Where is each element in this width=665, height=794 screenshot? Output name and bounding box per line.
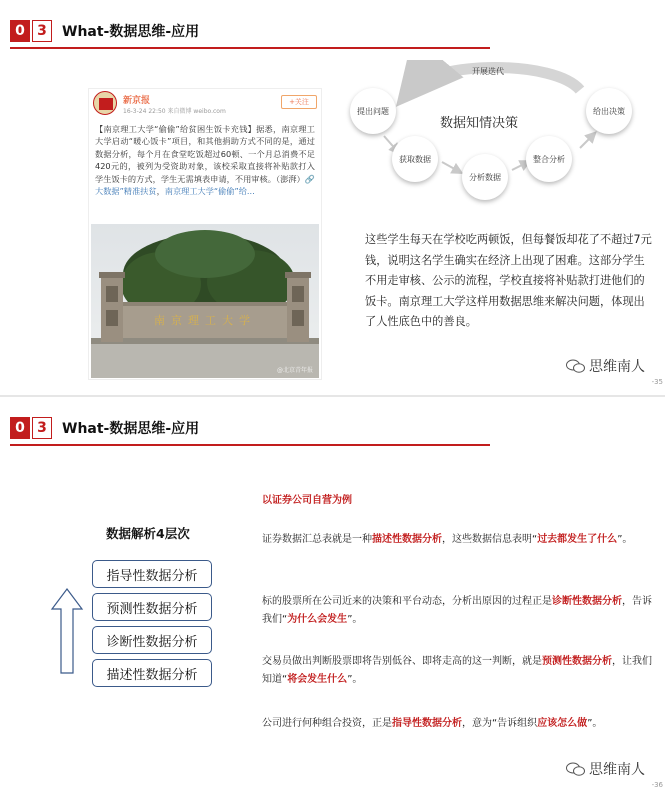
node-analyze-data: 分析数据	[462, 154, 508, 200]
section-number-digit-3: 3	[32, 417, 52, 439]
diagram-center-title: 数据知情决策	[440, 116, 519, 131]
photo-watermark: @北京青年报	[276, 367, 313, 374]
story-text: 这些学生每天在学校吃两顿饭，但每餐饭却花了不超过7元钱，说明这名学生确实在经济上出现了困难。这部分学生不用走审核、公示的流程，学校直接将补贴款打进他们的饭卡。南京理工大学这样用数据思维来解决问题，体现出了人性底色中的善良。	[365, 233, 652, 328]
section-number-digit-0: 0	[10, 20, 30, 42]
paragraph-text: ”。	[347, 614, 363, 625]
watermark-text: 思维南人	[589, 359, 645, 375]
arrow-icon	[580, 134, 594, 148]
slide-2	[0, 397, 665, 794]
node-get-data: 获取数据	[392, 136, 438, 182]
section-number-digit-0: 0	[10, 417, 30, 439]
paragraph-text: 交易员做出判断股票即将告别低谷、即将走高的这一判断，就是	[262, 656, 542, 667]
wechat-icon	[566, 359, 586, 373]
paragraph-prescriptive	[262, 715, 652, 733]
highlight-phrase: 为什么会发生	[287, 614, 348, 625]
section-header	[10, 20, 199, 42]
weibo-post-meta: 16-3-24 22:50 来自微博 weibo.com	[123, 108, 226, 115]
paragraph-text: 标的股票所在公司近来的决策和平台动态，分析出原因的过程正是	[262, 596, 552, 607]
highlight-term: 指导性数据分析	[392, 718, 462, 729]
section-title: What-数据思维-应用	[62, 421, 200, 437]
decision-cycle-diagram	[350, 60, 650, 205]
highlight-phrase: 应该怎么做	[537, 718, 588, 729]
paragraph-diagnostic	[262, 593, 652, 629]
paragraph-descriptive	[262, 531, 652, 549]
arrow-up-icon	[50, 587, 84, 675]
paragraph-text: 公司进行何种组合投资，正是	[262, 718, 392, 729]
campus-gate-illustration	[91, 224, 319, 378]
wechat-watermark	[566, 356, 645, 376]
campus-gate-name: 南京理工大学	[154, 314, 256, 327]
weibo-topic-link[interactable]: 🔗大数据”精准扶贫	[95, 173, 315, 197]
page-number: -36	[651, 781, 663, 789]
iteration-label: 开展迭代	[472, 67, 504, 76]
levels-title: 数据解析4层次	[106, 526, 190, 541]
follow-button[interactable]: +关注	[281, 95, 317, 109]
avatar[interactable]	[93, 91, 117, 115]
section-number-digit-3: 3	[32, 20, 52, 42]
level-predictive: 预测性数据分析	[92, 593, 212, 621]
arrow-icon	[442, 162, 460, 172]
wechat-watermark	[566, 759, 645, 779]
section-header	[10, 417, 199, 439]
weibo-post-body: 【南京理工大学“偷偷”给贫困生饭卡充钱】据悉，南京理工大学启动“暖心饭卡”项目，和其他捐助方式不同的是，通过数据分析，每个月在食堂吃饭超过60顿、一个月总消费不足420元的，被列为受资助对象，该校采取直接将补贴款打入学生饭卡的方式，学生无需填表申请，不用审核。（澎湃）	[95, 124, 315, 184]
header-divider	[10, 47, 490, 49]
highlight-term: 描述性数据分析	[372, 534, 442, 545]
weibo-post-header	[89, 89, 321, 119]
weibo-topic-link[interactable]: 南京理工大学“偷偷”给...	[164, 186, 255, 197]
weibo-post-text	[89, 119, 321, 197]
highlight-term: 诊断性数据分析	[552, 596, 622, 607]
paragraph-text: 证券数据汇总表就是一种	[262, 534, 372, 545]
highlight-phrase: 过去都发生了什么	[537, 534, 618, 545]
paragraph-predictive	[262, 653, 652, 689]
level-descriptive: 描述性数据分析	[92, 659, 212, 687]
watermark-text: 思维南人	[589, 762, 645, 778]
weibo-post-card	[88, 88, 322, 380]
campus-gate-photo[interactable]	[91, 224, 319, 378]
paragraph-text: ，这些数据信息表明“	[442, 534, 538, 545]
level-prescriptive: 指导性数据分析	[92, 560, 212, 588]
highlight-term: 预测性数据分析	[542, 656, 612, 667]
paragraph-text: ”。	[587, 718, 603, 729]
level-diagnostic: 诊断性数据分析	[92, 626, 212, 654]
paragraph-text: ，告诉我们“	[262, 596, 652, 625]
newspaper-logo-icon	[99, 98, 113, 110]
paragraph-text: ，意为“告诉组织	[462, 718, 538, 729]
node-ask-question: 提出问题	[350, 88, 396, 134]
node-integrate-analysis: 整合分析	[526, 136, 572, 182]
paragraph-text: ”。	[617, 534, 633, 545]
weibo-author-name[interactable]: 新京报	[123, 96, 151, 106]
weibo-post-separator: ，	[156, 186, 165, 197]
wechat-icon	[566, 762, 586, 776]
paragraph-text: ”。	[347, 674, 363, 685]
paragraph-text: ，让我们知道“	[262, 656, 652, 685]
header-divider	[10, 444, 490, 446]
page-number: -35	[651, 378, 663, 386]
section-title: What-数据思维-应用	[62, 24, 200, 40]
example-title: 以证券公司自营为例	[262, 495, 352, 506]
node-give-decision: 给出决策	[586, 88, 632, 134]
highlight-phrase: 将会发生什么	[287, 674, 348, 685]
